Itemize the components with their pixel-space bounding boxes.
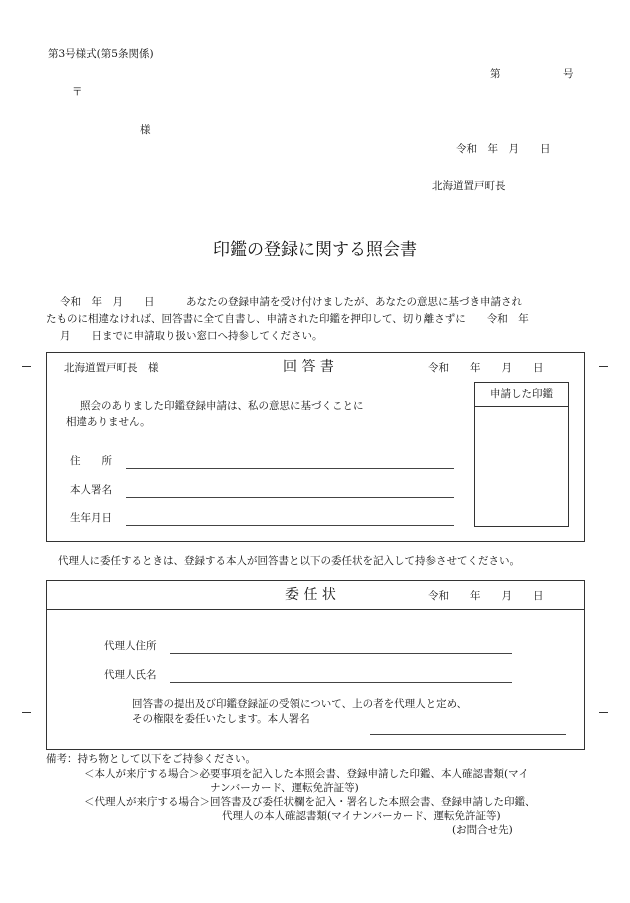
doc-number-suffix: 号 [563, 68, 574, 80]
delegation-statement-line-2: その権限を委任いたします。本人署名 [132, 713, 310, 725]
addressee-suffix: 様 [140, 124, 151, 136]
agent-name-field[interactable] [170, 682, 512, 683]
proxy-note: 代理人に委任するときは、登録する本人が回答書と以下の委任状を記入して持参させてください。 [58, 555, 520, 567]
birthdate-label: 生年月日 [70, 512, 112, 524]
cut-mark-left-lower [22, 712, 31, 713]
intro-line-2: たものに相違なければ、回答書に全て自書し、申請された印鑑を押印して、切り離さずに 令和 年 [46, 313, 529, 325]
delegation-form [46, 580, 585, 750]
signature-field[interactable] [126, 497, 454, 498]
postal-mark: 〒 [72, 86, 83, 98]
document-title: 印鑑の登録に関する照会書 [213, 240, 417, 260]
agent-address-field[interactable] [170, 653, 512, 654]
form-number: 第3号様式(第5条関係) [48, 48, 154, 60]
contact-label: (お問合せ先) [452, 824, 513, 836]
intro-line-1: 令和 年 月 日 あなたの登録申請を受け付けましたが、あなたの意思に基づき申請され [60, 296, 522, 308]
intro-line-3: 月 日までに申請取り扱い窓口へ持参してください。 [60, 330, 323, 342]
header-date: 令和 年 月 日 [456, 143, 551, 155]
seal-box [474, 382, 569, 527]
cut-mark-left [22, 366, 31, 367]
address-label: 住 所 [70, 455, 112, 467]
delegation-title: 委 任 状 [285, 587, 336, 603]
remarks-heading: 備考：持ち物として以下をご持参ください。 [46, 753, 256, 765]
reply-addressee: 北海道置戸町長 様 [64, 362, 159, 374]
reply-statement-line-2: 相違ありません。 [66, 416, 151, 428]
remarks-agent-line-1: ＜代理人が来庁する場合＞回答書及び委任状欄を記入・署名した本照会書、登録申請した印鑑、 [84, 796, 536, 808]
reply-date: 令和 年 月 日 [428, 362, 544, 374]
remarks-agent-line-2: 代理人の本人確認書類(マイナンバーカード、運転免許証等) [222, 810, 501, 822]
birthdate-field[interactable] [126, 525, 454, 526]
sender: 北海道置戸町長 [432, 180, 506, 192]
principal-signature-field[interactable] [370, 734, 566, 735]
reply-title: 回 答 書 [283, 359, 334, 375]
cut-mark-right [599, 366, 608, 367]
reply-statement-line-1: 照会のありました印鑑登録申請は、私の意思に基づくことに [80, 400, 364, 412]
cut-mark-right-lower [599, 712, 608, 713]
agent-name-label: 代理人氏名 [104, 669, 157, 681]
delegation-statement-line-1: 回答書の提出及び印鑑登録証の受領について、上の者を代理人と定め、 [132, 698, 468, 710]
address-field[interactable] [126, 468, 454, 469]
delegation-date: 令和 年 月 日 [428, 590, 544, 602]
agent-address-label: 代理人住所 [104, 640, 157, 652]
doc-number-prefix: 第 [490, 68, 501, 80]
seal-box-divider [474, 406, 569, 407]
remarks-self-line-2: ナンバーカード、運転免許証等) [210, 782, 359, 794]
remarks-self-line-1: ＜本人が来庁する場合＞必要事項を記入した本照会書、登録申請した印鑑、本人確認書類(マイ [84, 768, 529, 780]
delegation-header-divider [46, 609, 585, 610]
signature-label: 本人署名 [70, 484, 112, 496]
seal-box-label: 申請した印鑑 [490, 388, 553, 400]
